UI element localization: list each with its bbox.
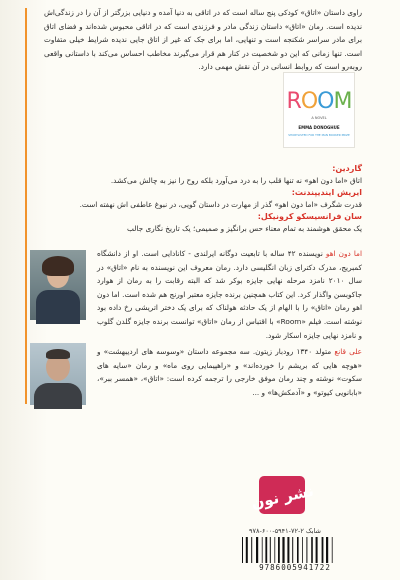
barcode-bar <box>322 537 324 563</box>
publisher-logo-mark: نشر نون <box>249 481 316 513</box>
book-thumbnail-subtitle: A NOVEL <box>311 116 327 120</box>
barcode-bar <box>270 537 271 563</box>
author-name: اما دون اهو <box>325 249 362 258</box>
barcode-bar <box>274 537 275 563</box>
barcode-bar <box>297 537 299 563</box>
review-source: گاردین: <box>332 164 362 173</box>
author-photo <box>30 250 86 320</box>
publisher-logo <box>249 475 316 515</box>
barcode-bar <box>278 537 280 563</box>
intro-paragraph: راوی داستان «اتاق» کودکی پنج ساله است که در اتاقی به دنیا آمده و دنیایی بزرگتر از آن را در زندگی‌اش ندیده است. رمان «اتاق» داستان زندگی مادر و فرزندی است که در اتاقی محبوس شده‌اند و فضای اتاق برای مادر سراسر شکنجه است و تنهایی، اما برای جک که غیر از اتاق جایی ندیده شرایط خیلی متفاوت است. تنها زمانی که این دو شخصیت در کنار هم قرار می‌گیرند مخاطب احساس می‌کند با داستانی واقعی روبه‌رو است که روابط انسانی در آن نقش مهمی دارد. <box>44 8 362 72</box>
barcode <box>240 537 350 563</box>
book-thumbnail-author: EMMA DONOGHUE <box>298 125 340 130</box>
barcode-bar <box>246 537 248 563</box>
review-source: ایریش ایندیپندنت: <box>291 188 362 197</box>
review-source: سان فرانسیسکو کرونیکل: <box>257 212 362 221</box>
barcode-bar <box>332 537 333 563</box>
book-cover-thumbnail <box>283 72 355 148</box>
barcode-bar <box>265 537 267 563</box>
translator-name: علی قانع <box>334 347 363 356</box>
barcode-bar <box>311 537 313 563</box>
barcode-bar <box>256 537 258 563</box>
barcode-bar <box>262 537 263 563</box>
barcode-number: 9786005941722 <box>259 563 331 572</box>
review-text: یک محقق هوشمند به تمام معناء حس برانگیز و صمیمی؛ یک تاریخ نگاری جالب <box>127 224 362 233</box>
reviews-section <box>40 163 362 235</box>
author-bio: اما دون اهو نویسنده ۴۲ ساله با تابعیت دوگانه ایرلندی - کانادایی است. او از دانشگاه کمبریج، مدرک دکترای زبان انگلیسی دارد. رمان معروف این نویسنده به نام «اتاق» در سال ۲۰۱۰ نامزد مرحله نهایی جایزه بوکر شد که البته رقابت را به رمان از هوارد جاکوبسن واگذار کرد. این کتاب همچنین برنده جایزه معتبر اورنج هم شده است. اما دون اهو رمان «اتاق» را با الهام از یک حادثه هولناک که برای یک دختر اتریشی رخ داده بود نوشته است. فیلم «Room» با اقتباس از رمان «اتاق» توانست برنده جایزه گلدن گلوب و نامزد نهایی جایزه اسکار شود. <box>97 249 362 340</box>
barcode-bar <box>302 537 303 563</box>
review-text: قدرت شگرف «اما دون اهو» گذر از مهارت در داستان گویی، در نبوغ عاطفی اش نهفته است. <box>79 200 362 209</box>
translator-bio: علی قانع متولد ۱۳۴۰ رودبار زیتون. سه مجموعه داستان «وسوسه های اردیبهشت» و «هوچه هایی که بریشم را خورده‌اند» و «راهپیمایی روی ماه» و رمان «سایه های سکوت» نوشته و چند رمان موفق خارجی را ترجمه کرده است: «اتاق»، «همسر ببر»، «بابانویی کیوتو» و «آدمکش‌ها» و ... <box>97 347 363 397</box>
barcode-bar <box>292 537 293 563</box>
barcode-bar <box>316 537 318 563</box>
barcode-bar <box>251 537 252 563</box>
barcode-bar <box>282 537 284 563</box>
book-thumbnail-tagline: SHORTLISTED FOR THE MAN BOOKER PRIZE <box>288 133 350 137</box>
book-thumbnail-title: ROOM <box>286 89 352 114</box>
translator-photo <box>30 343 86 405</box>
barcode-bar <box>306 537 307 563</box>
orange-accent-bar <box>25 8 27 404</box>
isbn-label: شابک ۲-۷۲-۵۹۴۱-۶۰۰-۹۷۸ <box>249 527 321 535</box>
review-text: اتاق «اما دون اهو» نه تنها قلب را به درد می‌آورد بلکه روح را نیز به چالش می‌کشد. <box>110 176 362 185</box>
barcode-bar <box>242 537 243 563</box>
barcode-bar <box>326 537 328 563</box>
barcode-bar <box>287 537 289 563</box>
